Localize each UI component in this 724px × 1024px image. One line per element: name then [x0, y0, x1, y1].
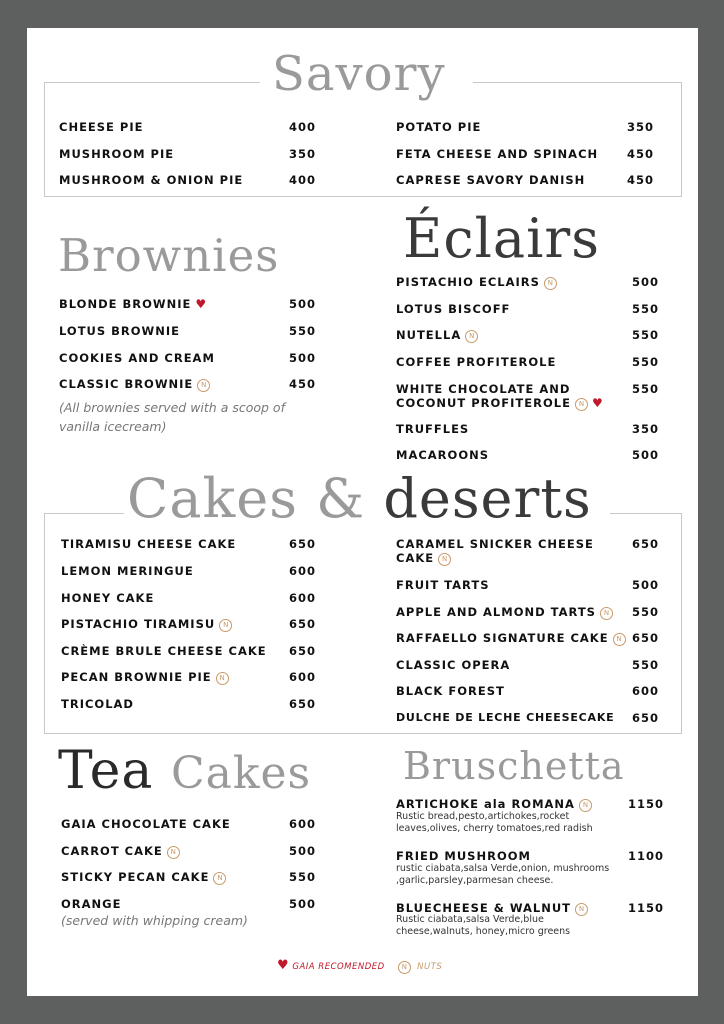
item-name: BLUECHEESE & WALNUT N: [396, 901, 588, 916]
item-price: 550: [289, 870, 317, 884]
menu-item: [61, 644, 321, 660]
cakes-rule-right: [610, 513, 681, 514]
item-description: Rustic bread,pesto,artichokes,rocket leaves,olives, cherry tomatoes,red radish: [396, 811, 593, 834]
item-price: 1150: [628, 797, 665, 811]
item-price: 550: [632, 658, 660, 672]
item-price: 550: [289, 324, 317, 338]
item-price: 600: [289, 670, 317, 684]
menu-item: [61, 564, 321, 580]
item-name: CHEESE PIE: [59, 120, 144, 134]
legend-recommended-label: GAIA RECOMENDED: [292, 962, 385, 972]
item-price: 450: [627, 147, 655, 161]
item-name: POTATO PIE: [396, 120, 482, 134]
item-price: 600: [632, 684, 660, 698]
item-name: LOTUS BISCOFF: [396, 302, 511, 316]
menu-item: [396, 605, 660, 621]
menu-item: [396, 120, 656, 136]
item-name: PECAN BROWNIE PIE N: [61, 670, 229, 685]
item-price: 350: [627, 120, 655, 134]
menu-item: [61, 817, 321, 833]
nut-icon: N: [575, 398, 588, 411]
savory-rule-right: [473, 82, 681, 83]
heart-icon: ♥: [277, 958, 290, 973]
item-name: LOTUS BROWNIE: [59, 324, 181, 338]
menu-item: [61, 591, 321, 607]
item-price: 500: [289, 297, 317, 311]
item-name: STICKY PECAN CAKE N: [61, 870, 226, 885]
menu-item: [396, 448, 660, 464]
item-description: rustic ciabata,salsa Verde,onion, mushrooms ,garlic,parsley,parmesan cheese.: [396, 863, 610, 886]
item-name: LEMON MERINGUE: [61, 564, 194, 578]
item-name: PISTACHIO TIRAMISU N: [61, 617, 232, 632]
item-price: 500: [289, 844, 317, 858]
nut-icon: N: [544, 277, 557, 290]
heart-icon: ♥: [591, 396, 603, 410]
item-name: CARROT CAKE N: [61, 844, 180, 859]
item-name: RAFFAELLO SIGNATURE CAKE N: [396, 631, 626, 646]
item-description: Rustic ciabata,salsa Verde,blue cheese,walnuts, honey,micro greens: [396, 914, 571, 937]
tea-note: (served with whipping cream): [61, 913, 248, 928]
menu-item: [396, 302, 660, 318]
item-price: 1100: [628, 849, 665, 863]
item-price: 1150: [628, 901, 665, 915]
item-name: CLASSIC BROWNIE N: [59, 377, 210, 392]
nut-icon: N: [216, 672, 229, 685]
nut-icon: N: [219, 619, 232, 632]
menu-item: [61, 670, 321, 686]
menu-item: [396, 631, 660, 647]
menu-item: [59, 377, 319, 393]
tea-title-b: Cakes: [170, 748, 312, 799]
item-name: WHITE CHOCOLATE AND COCONUT PROFITEROLE N ♥: [396, 382, 603, 410]
item-name: CLASSIC OPERA: [396, 658, 511, 672]
legend: [277, 958, 442, 974]
menu-item: [396, 173, 656, 189]
menu-item: [396, 578, 660, 594]
item-price: 500: [289, 897, 317, 911]
item-price: 450: [289, 377, 317, 391]
item-price: 550: [632, 302, 660, 316]
menu-item: [61, 870, 321, 886]
item-price: 550: [632, 605, 660, 619]
menu-page: [27, 28, 698, 996]
item-name: BLONDE BROWNIE ♥: [59, 297, 207, 311]
item-name: COFFEE PROFITEROLE: [396, 355, 557, 369]
menu-item: [396, 355, 660, 371]
item-price: 350: [632, 422, 660, 436]
menu-item: [396, 658, 660, 674]
menu-item: [396, 537, 660, 567]
brownies-title: Brownies: [58, 229, 280, 282]
menu-item: [396, 422, 660, 438]
nut-icon: N: [575, 903, 588, 916]
item-name: FRIED MUSHROOM: [396, 849, 531, 863]
item-price: 500: [632, 578, 660, 592]
nut-icon: N: [600, 607, 613, 620]
menu-item: [61, 697, 321, 713]
item-name: CARAMEL SNICKER CHEESE CAKE N: [396, 537, 594, 565]
item-name: MUSHROOM & ONION PIE: [59, 173, 244, 187]
item-name: ARTICHOKE ala ROMANA N: [396, 797, 592, 812]
item-name: APPLE AND ALMOND TARTS N: [396, 605, 613, 620]
menu-item: [396, 382, 660, 412]
cakes-rule-left: [44, 513, 124, 514]
nut-icon: N: [213, 872, 226, 885]
cakes-title: [127, 464, 592, 534]
menu-item: [61, 844, 321, 860]
menu-item: [59, 297, 319, 313]
nut-icon: N: [438, 553, 451, 566]
item-name: GAIA CHOCOLATE CAKE: [61, 817, 231, 831]
menu-item: [61, 617, 321, 633]
tea-title: [58, 738, 311, 807]
cakes-title-a: Cakes &: [127, 467, 384, 530]
item-name: HONEY CAKE: [61, 591, 155, 605]
menu-item: [59, 120, 319, 136]
item-price: 650: [289, 697, 317, 711]
item-name: MACAROONS: [396, 448, 489, 462]
item-price: 400: [289, 173, 317, 187]
menu-item: [396, 147, 656, 163]
item-price: 550: [632, 355, 660, 369]
menu-item: [59, 351, 319, 367]
menu-item: [396, 684, 660, 700]
nut-icon: N: [579, 799, 592, 812]
item-price: 550: [632, 382, 660, 396]
menu-item: [396, 711, 660, 727]
bruschetta-title: Bruschetta: [403, 744, 625, 788]
item-name: CAPRESE SAVORY DANISH: [396, 173, 586, 187]
item-name: FRUIT TARTS: [396, 578, 490, 592]
nut-icon: N: [398, 961, 411, 974]
item-price: 600: [289, 591, 317, 605]
item-price: 650: [289, 537, 317, 551]
item-name: TRICOLAD: [61, 697, 134, 711]
item-name: PISTACHIO ECLAIRS N: [396, 275, 557, 290]
item-price: 600: [289, 817, 317, 831]
item-name: ORANGE: [61, 897, 122, 911]
item-name: DULCHE DE LECHE CHEESECAKE: [396, 711, 615, 724]
item-price: 650: [632, 631, 660, 645]
savory-title: Savory: [272, 46, 446, 102]
item-name: CRÈME BRULE CHEESE CAKE: [61, 644, 267, 658]
item-price: 650: [289, 617, 317, 631]
brownies-note: (All brownies served with a scoop of vanilla icecream): [59, 400, 285, 434]
item-name: BLACK FOREST: [396, 684, 505, 698]
item-name: NUTELLA N: [396, 328, 478, 343]
menu-item: [59, 173, 319, 189]
legend-nuts-label: NUTS: [417, 962, 443, 972]
heart-icon: ♥: [195, 297, 207, 311]
savory-rule-left: [44, 82, 260, 83]
eclairs-title: Éclairs: [403, 207, 600, 270]
item-price: 500: [632, 275, 660, 289]
nut-icon: N: [613, 633, 626, 646]
tea-title-a: Tea: [58, 741, 171, 801]
menu-item: [396, 328, 660, 344]
item-name: MUSHROOM PIE: [59, 147, 175, 161]
item-price: 650: [289, 644, 317, 658]
cakes-title-b: deserts: [383, 467, 592, 530]
item-price: 500: [289, 351, 317, 365]
item-price: 650: [632, 711, 660, 725]
nut-icon: N: [197, 379, 210, 392]
item-price: 400: [289, 120, 317, 134]
item-name: TRUFFLES: [396, 422, 470, 436]
menu-item: [61, 537, 321, 553]
item-price: 600: [289, 564, 317, 578]
nut-icon: N: [167, 846, 180, 859]
menu-item: [59, 324, 319, 340]
item-price: 450: [627, 173, 655, 187]
item-name: FETA CHEESE AND SPINACH: [396, 147, 599, 161]
item-name: COOKIES AND CREAM: [59, 351, 215, 365]
item-price: 350: [289, 147, 317, 161]
item-name: TIRAMISU CHEESE CAKE: [61, 537, 237, 551]
item-price: 650: [632, 537, 660, 551]
nut-icon: N: [465, 330, 478, 343]
item-price: 550: [632, 328, 660, 342]
item-price: 500: [632, 448, 660, 462]
menu-item: [59, 147, 319, 163]
menu-item: [396, 275, 660, 291]
